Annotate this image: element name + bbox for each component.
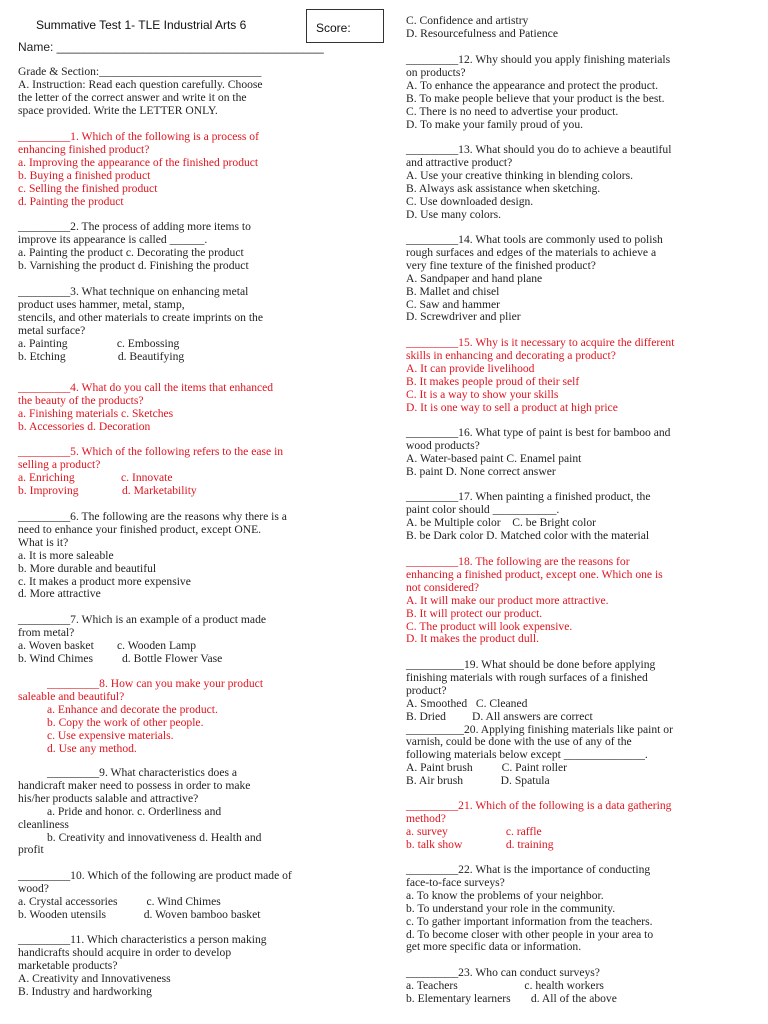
text-line: Grade & Section:____________________________: [18, 65, 262, 78]
text-line: skills in enhancing and decorating a product?: [406, 348, 616, 362]
text-line: D. It is one way to sell a product at high price: [406, 400, 618, 414]
question-block: [18, 221, 368, 273]
text-line: wood?: [18, 881, 49, 895]
text-line: b. More durable and beautiful: [18, 561, 157, 575]
text-line: A. Paint brush C. Paint roller: [406, 761, 568, 775]
question-block: [18, 382, 368, 434]
text-line: saleable and beautiful?: [18, 689, 125, 703]
text-line: C. The product will look expensive.: [406, 619, 573, 633]
text-line: get more specific data or information.: [406, 940, 582, 954]
text-line: the letter of the correct answer and write it on the: [18, 90, 247, 104]
text-line: b. Improving d. Marketability: [18, 483, 197, 497]
text-line: D. Screwdriver and plier: [406, 310, 521, 324]
text-line: B. Industry and hardworking: [18, 984, 152, 998]
text-line: a. To know the problems of your neighbor.: [406, 888, 604, 902]
question-block: [18, 66, 368, 118]
text-line: B. It makes people proud of their self: [406, 374, 580, 388]
text-line: paint color should ___________.: [406, 502, 560, 516]
text-line: a. Improving the appearance of the finished product: [18, 155, 259, 169]
question-block: [406, 54, 754, 131]
question-block: [406, 234, 754, 324]
text-line: _________6. The following are the reasons why there is a: [18, 510, 287, 523]
text-line: D. Use many colors.: [406, 207, 501, 221]
text-line: What is it?: [18, 535, 69, 549]
text-line: _________3. What technique on enhancing metal: [18, 285, 249, 298]
question-block: [18, 614, 368, 666]
text-line: c. To gather important information from the teachers.: [406, 914, 653, 928]
question-block: [406, 15, 754, 41]
text-line: b. Buying a finished product: [18, 168, 151, 182]
text-line: wood products?: [406, 438, 480, 452]
text-line: d. To become closer with other people in your area to: [406, 927, 654, 941]
question-block: [18, 286, 368, 363]
text-line: b. Varnishing the product d. Finishing the product: [18, 258, 249, 272]
text-line: a. Pride and honor. c. Orderliness and: [18, 804, 222, 818]
text-line: A. Creativity and Innovativeness: [18, 971, 171, 985]
text-line: C. Confidence and artistry: [406, 14, 529, 27]
score-label: Score:: [316, 21, 351, 35]
text-line: _________9. What characteristics does a: [18, 766, 238, 779]
question-block: [406, 800, 754, 852]
text-line: a. Crystal accessories c. Wind Chimes: [18, 894, 221, 908]
text-line: method?: [406, 811, 446, 825]
text-line: a. Enhance and decorate the product.: [18, 702, 218, 716]
question-block: [406, 659, 754, 788]
text-line: need to enhance your finished product, except ONE.: [18, 522, 262, 536]
text-line: his/her products salable and attractive?: [18, 791, 199, 805]
text-line: handicrafts should acquire in order to develop: [18, 945, 232, 959]
question-block: [18, 446, 368, 498]
text-line: d. More attractive: [18, 587, 101, 601]
text-line: b. Wind Chimes d. Bottle Flower Vase: [18, 651, 223, 665]
question-block: [18, 511, 368, 601]
text-line: D. It makes the product dull.: [406, 632, 539, 646]
text-line: B. be Dark color D. Matched color with the material: [406, 528, 650, 542]
question-block: [18, 131, 368, 208]
text-line: d. Use any method.: [18, 741, 137, 755]
text-line: metal surface?: [18, 323, 86, 337]
score-box: [306, 9, 384, 43]
text-line: _________8. How can you make your product: [18, 677, 264, 690]
question-block: [406, 427, 754, 479]
text-line: _________13. What should you do to achieve a beautiful: [406, 143, 672, 156]
text-line: a. It is more saleable: [18, 548, 114, 562]
question-block: [406, 337, 754, 414]
text-line: C. It is a way to show your skills: [406, 387, 559, 401]
text-line: improve its appearance is called ______.: [18, 232, 208, 246]
text-line: B. Air brush D. Spatula: [406, 774, 550, 788]
text-line: cleanliness: [18, 817, 69, 831]
text-line: a. Woven basket c. Wooden Lamp: [18, 638, 197, 652]
text-line: _________18. The following are the reasons for: [406, 555, 630, 568]
question-block: [406, 556, 754, 646]
text-line: stencils, and other materials to create imprints on the: [18, 310, 264, 324]
text-line: b. talk show d. training: [406, 837, 554, 851]
text-line: not considered?: [406, 580, 480, 594]
text-line: face-to-face surveys?: [406, 875, 505, 889]
text-line: c. Selling the finished product: [18, 181, 158, 195]
text-line: b. To understand your role in the community.: [406, 901, 616, 915]
text-line: B. Dried D. All answers are correct: [406, 709, 593, 723]
text-line: product?: [406, 683, 447, 697]
text-line: _________2. The process of adding more items to: [18, 220, 251, 233]
text-line: B. It will protect our product.: [406, 606, 543, 620]
question-block: [18, 767, 368, 857]
text-line: c. It makes a product more expensive: [18, 574, 191, 588]
text-line: and attractive product?: [406, 155, 513, 169]
test-title: Summative Test 1- TLE Industrial Arts 6: [36, 18, 247, 32]
question-block: [406, 864, 754, 954]
question-block: [406, 967, 754, 1006]
text-line: rough surfaces and edges of the materials to achieve a: [406, 245, 657, 259]
text-line: a. Teachers c. health workers: [406, 978, 604, 992]
text-line: c. Use expensive materials.: [18, 728, 174, 742]
text-line: profit: [18, 843, 44, 857]
text-line: A. Smoothed C. Cleaned: [406, 696, 528, 710]
text-line: b. Creativity and innovativeness d. Health and: [18, 830, 262, 844]
text-line: _________22. What is the importance of conducting: [406, 863, 651, 876]
text-line: enhancing a finished product, except one. Which one is: [406, 567, 663, 581]
text-line: C. Use downloaded design.: [406, 194, 534, 208]
text-line: on products?: [406, 65, 466, 79]
text-line: very fine texture of the finished product?: [406, 258, 596, 272]
text-line: _________4. What do you call the items that enhanced: [18, 381, 274, 394]
text-line: _________5. Which of the following refers to the ease in: [18, 445, 284, 458]
text-line: b. Accessories d. Decoration: [18, 419, 151, 433]
text-line: _________21. Which of the following is a data gathering: [406, 799, 672, 812]
text-line: a. survey c. raffle: [406, 824, 542, 838]
text-line: d. Painting the product: [18, 194, 124, 208]
text-line: A. It will make our product more attractive.: [406, 593, 609, 607]
text-line: _________11. Which characteristics a person making: [18, 933, 267, 946]
text-line: _________10. Which of the following are product made of: [18, 869, 292, 882]
text-line: a. Painting the product c. Decorating the product: [18, 245, 244, 259]
text-line: a. Finishing materials c. Sketches: [18, 406, 174, 420]
text-line: a. Enriching c. Innovate: [18, 470, 173, 484]
name-line: Name: ________________________________________: [18, 40, 324, 54]
text-line: space provided. Write the LETTER ONLY.: [18, 103, 218, 117]
text-line: D. Resourcefulness and Patience: [406, 26, 558, 40]
question-block: [18, 678, 368, 755]
text-line: following materials below except ______________.: [406, 748, 648, 762]
text-line: _________16. What type of paint is best for bamboo and: [406, 426, 671, 439]
text-line: _________12. Why should you apply finishing materials: [406, 53, 671, 66]
text-line: _________23. Who can conduct surveys?: [406, 966, 600, 979]
text-line: selling a product?: [18, 457, 101, 471]
text-line: _________7. Which is an example of a product made: [18, 613, 267, 626]
text-line: b. Elementary learners d. All of the above: [406, 991, 617, 1005]
text-line: enhancing finished product?: [18, 142, 150, 156]
text-line: A. It can provide livelihood: [406, 361, 535, 375]
text-line: B. To make people believe that your product is the best.: [406, 91, 665, 105]
text-line: a. Painting c. Embossing: [18, 336, 180, 350]
text-line: handicraft maker need to possess in order to make: [18, 778, 251, 792]
text-line: __________20. Applying finishing materials like paint or: [406, 722, 673, 736]
text-line: _________1. Which of the following is a process of: [18, 130, 259, 143]
text-line: product uses hammer, metal, stamp,: [18, 297, 185, 311]
text-line: __________19. What should be done before applying: [406, 658, 656, 671]
text-line: marketable products?: [18, 958, 118, 972]
text-line: b. Copy the work of other people.: [18, 715, 204, 729]
question-block: [406, 491, 754, 543]
text-line: C. There is no need to advertise your product.: [406, 104, 619, 118]
text-line: the beauty of the products?: [18, 393, 144, 407]
text-line: B. paint D. None correct answer: [406, 464, 556, 478]
text-line: A. Instruction: Read each question carefully. Choose: [18, 77, 263, 91]
text-line: _________17. When painting a finished product, the: [406, 490, 651, 503]
text-line: A. To enhance the appearance and protect the product.: [406, 78, 658, 92]
text-line: varnish, could be done with the use of any of the: [406, 735, 632, 749]
text-line: D. To make your family proud of you.: [406, 117, 584, 131]
text-line: _________14. What tools are commonly used to polish: [406, 233, 663, 246]
text-line: A. Sandpaper and hand plane: [406, 271, 543, 285]
question-block: [18, 934, 368, 999]
text-line: A. Use your creative thinking in blending colors.: [406, 168, 633, 182]
text-line: b. Etching d. Beautifying: [18, 349, 185, 363]
question-block: [18, 870, 368, 922]
text-line: from metal?: [18, 625, 75, 639]
text-line: A. be Multiple color C. be Bright color: [406, 515, 596, 529]
text-line: B. Mallet and chisel: [406, 284, 500, 298]
text-line: B. Always ask assistance when sketching.: [406, 181, 601, 195]
text-line: _________15. Why is it necessary to acquire the different: [406, 336, 675, 349]
text-line: finishing materials with rough surfaces of a finished: [406, 670, 648, 684]
question-block: [406, 144, 754, 221]
text-line: b. Wooden utensils d. Woven bamboo basket: [18, 907, 261, 921]
text-line: A. Water-based paint C. Enamel paint: [406, 451, 582, 465]
text-line: C. Saw and hammer: [406, 297, 501, 311]
